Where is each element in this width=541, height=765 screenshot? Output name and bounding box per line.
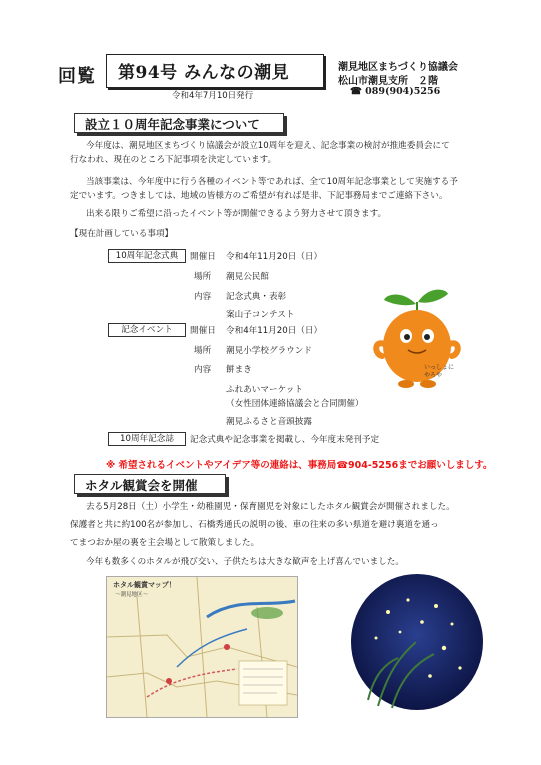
map-title: ホタル観賞マップ！ [113,581,176,589]
ceremony-place: 潮見公民館 [226,272,269,282]
ceremony-content-key: 内容 [194,292,212,302]
mascot-illustration [372,282,462,392]
paragraph-line: 出来る限りご希望に沿ったイベント等が開催できるよう努力させて頂きます。 [86,209,387,219]
newsletter-title: 第94号 みんなの潮見 [118,63,290,83]
event-date-key: 開催日 [190,326,216,336]
ceremony-date-key: 開催日 [190,252,216,262]
section-heading-text: 設立１０周年記念事業について [85,117,260,132]
kairan-label: 回覧 [58,66,96,87]
plan-heading: 【現在計画している事項】 [70,229,174,239]
firefly-icon [348,572,486,712]
map-subtitle: ～潮見地区～ [115,592,149,598]
event-content-key: 内容 [194,365,212,375]
org-address: 松山市潮見支所 ２階 [338,76,438,87]
issue-date: 令和4年7月10日発行 [172,91,254,101]
paragraph-line: 今年度は、潮見地区まちづくり協議会が設立10周年を迎え、記念事業の検討が推進委員会にて [86,141,450,151]
section-heading-firefly [74,474,226,494]
org-phone: ☎ 089(904)5256 [350,86,441,97]
ceremony-date: 令和4年11月20日（日） [226,252,323,262]
event-date: 令和4年11月20日（日） [226,326,323,336]
paragraph-line: 保護者と共に約100名が参加し、石橋秀通氏の説明の後、車の往来の多い県道を避け裏道を通っ [70,520,439,530]
mascot-speech: いっしょに やろや [424,364,455,379]
ceremony-content-2: 案山子コンテスト [226,310,295,320]
contact-note: ※ 希望されるイベントやアイデア等の連絡は、事務局☎904-5256までお願いしましす。 [106,460,493,471]
label-magazine: 10周年記念誌 [108,432,186,446]
event-place: 潮見小学校グラウンド [226,346,312,356]
section-heading-text: ホタル観賞会を開催 [85,478,198,493]
org-name: 潮見地区まちづくり協議会 [338,62,458,73]
event-content-4: 潮見ふるさと音頭披露 [226,417,312,427]
event-content: 餅まき [226,365,252,375]
label-event: 記念イベント [108,323,186,337]
section-heading-anniversary [74,113,284,133]
map-graphic [107,577,297,717]
label-ceremony: 10周年記念式典 [108,249,186,263]
event-content-2: ふれあいマーケット [226,385,303,395]
paragraph-line: 今年も数多くのホタルが飛び交い、子供たちは大きな歓声を上げ喜んでいました。 [86,557,404,567]
ceremony-content: 記念式典・表彰 [226,292,287,302]
firefly-night-illustration [348,572,486,712]
paragraph-line: 行なわれ、現在のところ下記事項を決定しています。 [70,155,277,165]
event-place-key: 場所 [194,346,212,356]
event-content-3: （女性団体連絡協議会と合同開催） [226,399,364,409]
magazine-text: 記念式典や記念事業を掲載し、今年度末発刊予定 [190,435,380,445]
paragraph-line: てまつおか屋の裏を主会場として散策しました。 [70,538,260,548]
paragraph-line: 去る5月28日（土）小学生・幼稚園児・保育園児を対象にしたホタル観賞会が開催されました。 [86,502,455,512]
ceremony-place-key: 場所 [194,272,212,282]
paragraph-line: 当該事業は、今年度中に行う各種のイベント等であれば、全て10周年記念事業として実施する予 [86,177,458,187]
firefly-map [106,576,298,718]
paragraph-line: 定でいます。つきましては、地域の皆様方のご希望が有れば是非、下記事務局までご連絡下さい。 [70,191,448,201]
